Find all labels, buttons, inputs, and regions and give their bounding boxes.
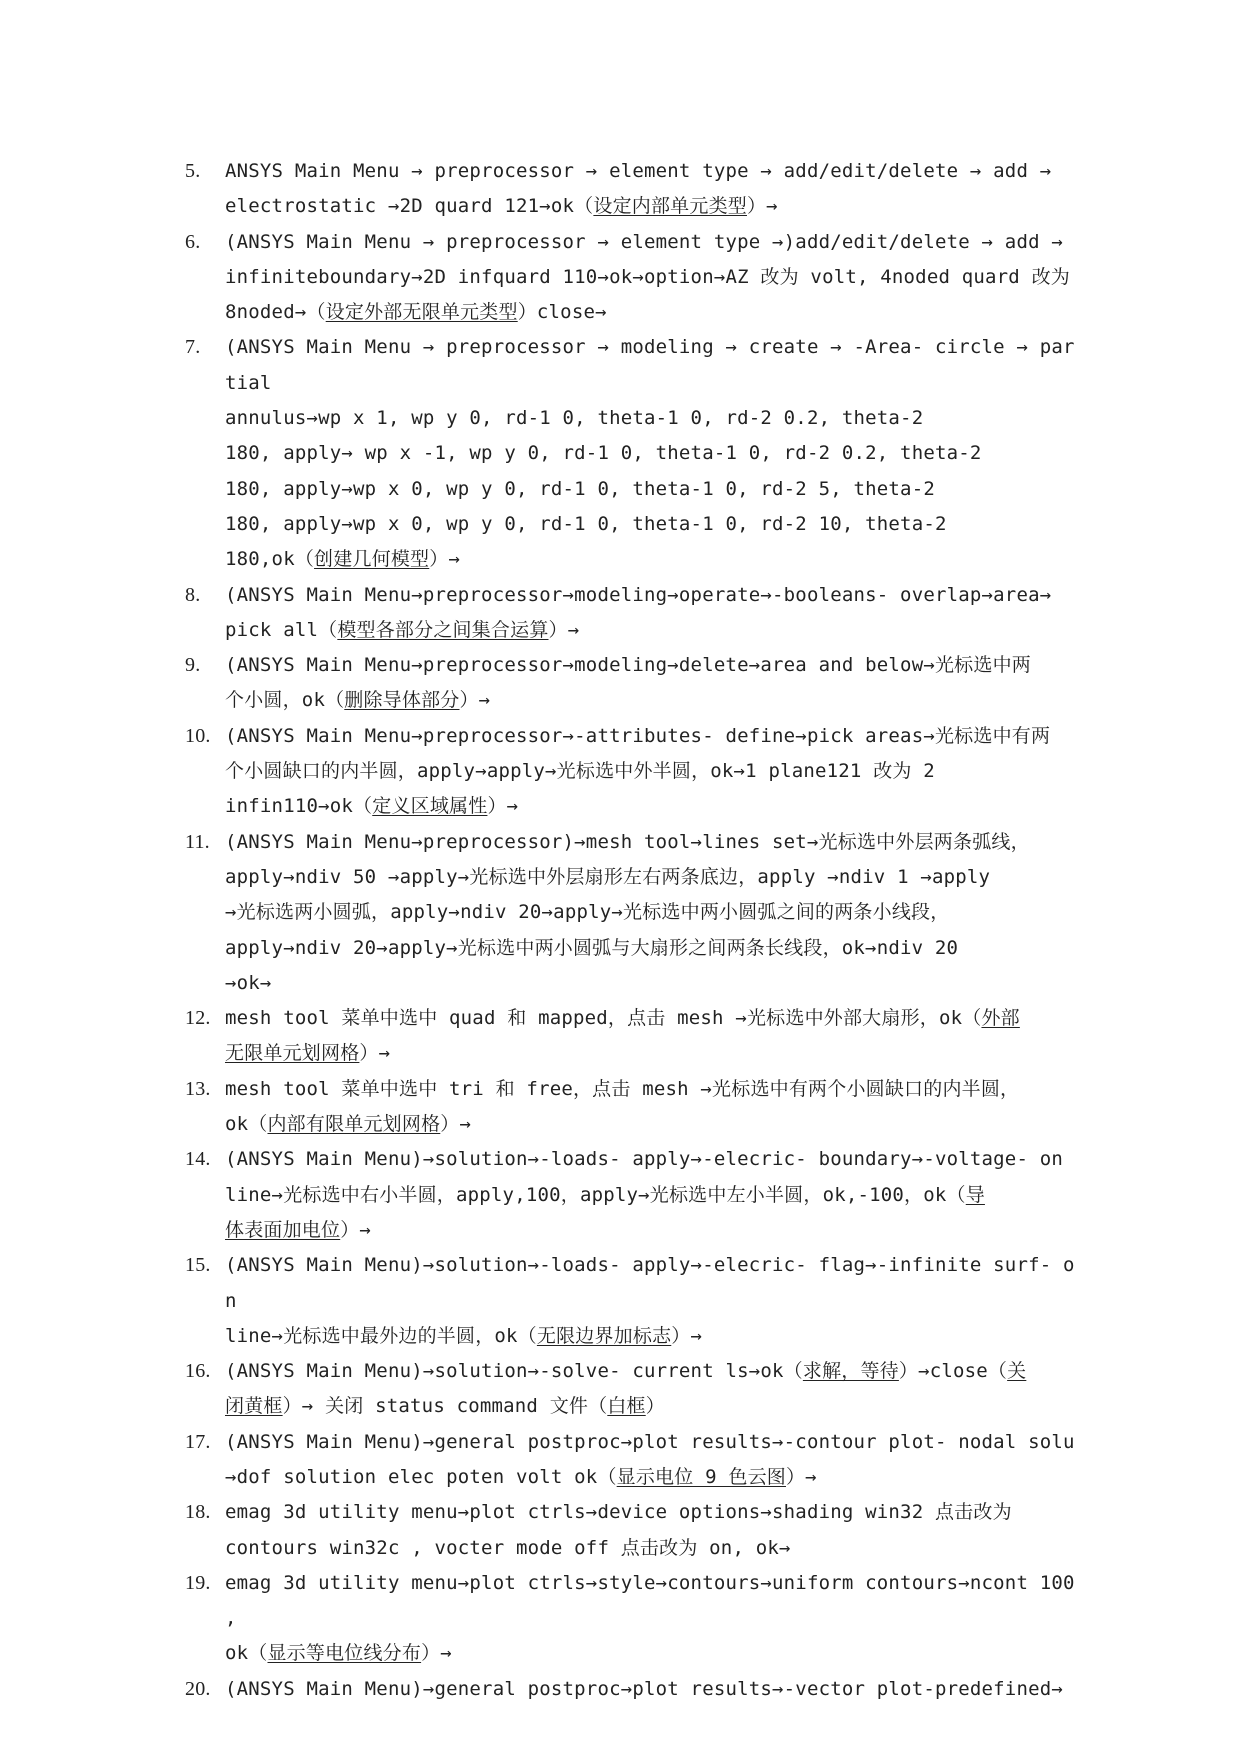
step-number: 15. (185, 1254, 211, 1277)
procedure-step (185, 648, 1085, 719)
procedure-step (185, 1142, 1085, 1248)
step-number: 11. (185, 830, 210, 853)
procedure-step (185, 154, 1085, 225)
step-text-segment: ）→ (429, 548, 461, 571)
step-text-line (225, 1072, 1085, 1107)
step-text-segment: ANSYS Main Menu → preprocessor → element type → add/edit/delete → add → (225, 160, 1052, 182)
step-text-line (225, 154, 1085, 189)
procedure-steps-list (185, 154, 1085, 1707)
step-text-segment: 180, apply→wp x 0, wp y 0, rd-1 0, theta-1 0, rd-2 5, theta-2 (225, 477, 935, 500)
procedure-step (185, 1248, 1085, 1354)
step-text-segment: contours win32c , vocter mode off 点击改为 on, ok→ (225, 1536, 791, 1559)
step-text-line (225, 1248, 1085, 1319)
step-text-line (225, 789, 1085, 824)
step-text-segment: ） (645, 1395, 665, 1418)
step-number: 17. (185, 1430, 211, 1453)
step-text-segment: (ANSYS Main Menu→preprocessor→-attributes- define→pick areas→光标选中有两 (225, 724, 1051, 747)
procedure-step (185, 1072, 1085, 1143)
step-text-segment: ok（ (225, 1113, 268, 1136)
step-note-underlined: 体表面加电位 (225, 1218, 341, 1241)
step-text-line (225, 719, 1085, 754)
procedure-step (185, 1566, 1085, 1672)
step-text-segment: (ANSYS Main Menu)→general postproc→plot results→-vector plot-predefined→ (225, 1677, 1064, 1700)
step-text-segment: ok（ (225, 1642, 268, 1665)
step-text-line (225, 1460, 1085, 1495)
step-text-line (225, 825, 1085, 860)
step-note-underlined: 外部 (981, 1007, 1020, 1030)
step-number: 13. (185, 1077, 211, 1100)
step-text-line (225, 1636, 1085, 1671)
procedure-step (185, 1425, 1085, 1496)
step-text-segment: apply→ndiv 20→apply→光标选中两小圆弧与大扇形之间两条长线段，ok→ndiv 20 (225, 936, 959, 959)
step-number: 20. (185, 1677, 211, 1700)
step-text-segment: 个小圆，ok（ (225, 689, 345, 712)
step-text-line (225, 436, 1085, 471)
step-text-segment: ）→ (359, 1042, 391, 1065)
step-text-segment: ）→ (459, 689, 491, 712)
step-note-underlined: 删除导体部分 (344, 689, 460, 712)
step-note-underlined: 显示等电位线分布 (267, 1642, 422, 1665)
step-text-segment: annulus→wp x 1, wp y 0, rd-1 0, theta-1 0, rd-2 0.2, theta-2 (225, 407, 924, 430)
procedure-step (185, 225, 1085, 331)
step-text-segment: ）→close（ (898, 1360, 1008, 1383)
step-note-underlined: 设定外部无限单元类型 (325, 301, 518, 324)
step-note-underlined: 导 (965, 1183, 985, 1206)
step-text-line (225, 648, 1085, 683)
procedure-step (185, 1001, 1085, 1072)
step-text-segment: line→光标选中右小半圆，apply,100，apply→光标选中左小半圆，ok,-100，ok（ (225, 1183, 966, 1206)
step-text-segment: (ANSYS Main Menu → preprocessor → element type →)add/edit/delete → add → (225, 230, 1064, 253)
step-text-segment: 个小圆缺口的内半圆，apply→apply→光标选中外半圆，ok→1 plane121 改为 2 (225, 760, 935, 783)
step-number: 9. (185, 654, 201, 677)
step-text-line (225, 1566, 1085, 1637)
step-text-line (225, 1425, 1085, 1460)
step-text-segment: mesh tool 菜单中选中 quad 和 mapped，点击 mesh →光标选中外部大扇形，ok（ (225, 1007, 982, 1030)
step-text-segment: →dof solution elec poten volt ok（ (225, 1465, 617, 1488)
step-text-segment: ）→ (746, 195, 778, 218)
step-text-line (225, 1319, 1085, 1354)
step-text-segment: mesh tool 菜单中选中 tri 和 free，点击 mesh →光标选中有两个小圆缺口的内半圆， (225, 1077, 1020, 1100)
step-text-line (225, 1001, 1085, 1036)
step-text-line (225, 401, 1085, 436)
step-note-underlined: 无限边界加标志 (536, 1324, 672, 1347)
step-text-segment: (ANSYS Main Menu)→solution→-loads- apply→-elecric- flag→-infinite surf- on (225, 1254, 1075, 1312)
step-text-segment: →光标选两小圆弧，apply→ndiv 20→apply→光标选中两小圆弧之间的两条小线段， (225, 901, 950, 924)
step-text-segment: ）→ (785, 1465, 817, 1488)
step-note-underlined: 模型各部分之间集合运算 (337, 618, 549, 641)
step-number: 12. (185, 1007, 211, 1030)
step-text-segment: →ok→ (225, 971, 272, 994)
step-text-line (225, 330, 1085, 401)
step-text-segment: ）→ (440, 1113, 472, 1136)
step-text-line (225, 860, 1085, 895)
step-number: 19. (185, 1571, 211, 1594)
step-text-segment: (ANSYS Main Menu)→solution→-loads- apply→-elecric- boundary→-voltage- on (225, 1148, 1064, 1171)
step-note-underlined: 创建几何模型 (314, 548, 430, 571)
step-text-segment: ）→ (421, 1642, 452, 1665)
step-text-line (225, 1107, 1085, 1142)
step-number: 14. (185, 1148, 211, 1171)
step-number: 6. (185, 230, 201, 253)
step-note-underlined: 白框 (607, 1395, 646, 1418)
step-text-line (225, 1531, 1085, 1566)
step-text-segment: ）→ (671, 1324, 703, 1347)
step-text-segment: line→光标选中最外边的半圆，ok（ (225, 1324, 537, 1347)
procedure-step (185, 1495, 1085, 1566)
step-text-line (225, 578, 1085, 613)
procedure-step (185, 330, 1085, 577)
step-text-line (225, 1389, 1085, 1424)
step-text-segment: (ANSYS Main Menu → preprocessor → modeling → create → -Area- circle → partial (225, 336, 1075, 394)
step-text-segment: 180, apply→wp x 0, wp y 0, rd-1 0, theta-1 0, rd-2 10, theta-2 (225, 512, 947, 535)
step-text-line (225, 1036, 1085, 1071)
step-number: 18. (185, 1501, 211, 1524)
procedure-step (185, 578, 1085, 649)
step-text-line (225, 613, 1085, 648)
step-text-segment: (ANSYS Main Menu→preprocessor→modeling→operate→-booleans- overlap→area→ (225, 583, 1052, 606)
step-note-underlined: 定义区域属性 (372, 795, 488, 818)
step-note-underlined: 显示电位 9 色云图 (616, 1465, 786, 1488)
step-text-line (225, 895, 1085, 930)
step-note-underlined: 设定内部单元类型 (593, 195, 747, 218)
step-text-line (225, 1672, 1085, 1707)
step-text-line (225, 683, 1085, 718)
step-text-segment: (ANSYS Main Menu→preprocessor)→mesh tool→lines set→光标选中外层两条弧线， (225, 830, 1030, 853)
step-text-line (225, 472, 1085, 507)
step-text-line (225, 1495, 1085, 1530)
step-text-line (225, 189, 1085, 224)
step-text-line (225, 260, 1085, 295)
step-text-segment: ）→ (487, 795, 519, 818)
step-text-segment: infin110→ok（ (225, 795, 373, 818)
step-text-line (225, 1142, 1085, 1177)
step-text-segment: ）close→ (517, 301, 607, 324)
step-text-line (225, 542, 1085, 577)
procedure-step (185, 1354, 1085, 1425)
step-text-segment: 8noded→（ (225, 301, 326, 324)
step-text-segment: electrostatic →2D quard 121→ok（ (225, 195, 594, 218)
step-text-line (225, 754, 1085, 789)
step-note-underlined: 关 (1007, 1360, 1027, 1383)
step-text-segment: 180,ok（ (225, 548, 315, 571)
step-text-segment: ）→ 关闭 status command 文件（ (282, 1395, 608, 1418)
step-text-segment: emag 3d utility menu→plot ctrls→device options→shading win32 点击改为 (225, 1501, 1012, 1524)
step-text-line (225, 931, 1085, 966)
step-text-segment: (ANSYS Main Menu→preprocessor→modeling→delete→area and below→光标选中两 (225, 654, 1031, 677)
step-text-segment: (ANSYS Main Menu)→general postproc→plot results→-contour plot- nodal solu (225, 1430, 1075, 1453)
step-number: 8. (185, 583, 201, 606)
step-text-segment: apply→ndiv 50 →apply→光标选中外层扇形左右两条底边，apply →ndiv 1 →apply (225, 865, 991, 888)
step-note-underlined: 无限单元划网格 (225, 1042, 360, 1065)
step-text-line (225, 225, 1085, 260)
step-number: 10. (185, 724, 211, 747)
step-text-segment: (ANSYS Main Menu)→solution→-solve- current ls→ok（ (225, 1360, 803, 1383)
step-text-line (225, 507, 1085, 542)
step-note-underlined: 内部有限单元划网格 (267, 1113, 441, 1136)
step-note-underlined: 闭黄框 (225, 1395, 283, 1418)
step-text-line (225, 966, 1085, 1001)
step-text-line (225, 1354, 1085, 1389)
step-text-segment: ）→ (548, 618, 580, 641)
step-text-line (225, 1178, 1085, 1213)
step-text-line (225, 295, 1085, 330)
step-text-segment: infiniteboundary→2D infquard 110→ok→option→AZ 改为 volt, 4noded quard 改为 (225, 265, 1070, 288)
step-number: 7. (185, 336, 201, 359)
procedure-step (185, 1672, 1085, 1707)
step-text-line (225, 1213, 1085, 1248)
procedure-step (185, 719, 1085, 825)
step-text-segment: 180, apply→ wp x -1, wp y 0, rd-1 0, theta-1 0, rd-2 0.2, theta-2 (225, 442, 982, 465)
step-text-segment: pick all（ (225, 618, 338, 641)
procedure-step (185, 825, 1085, 1001)
step-number: 5. (185, 160, 201, 182)
step-number: 16. (185, 1360, 211, 1383)
step-text-segment: emag 3d utility menu→plot ctrls→style→contours→uniform contours→ncont 100 , (225, 1571, 1075, 1630)
step-text-segment: ）→ (340, 1218, 372, 1241)
step-note-underlined: 求解，等待 (802, 1360, 899, 1383)
